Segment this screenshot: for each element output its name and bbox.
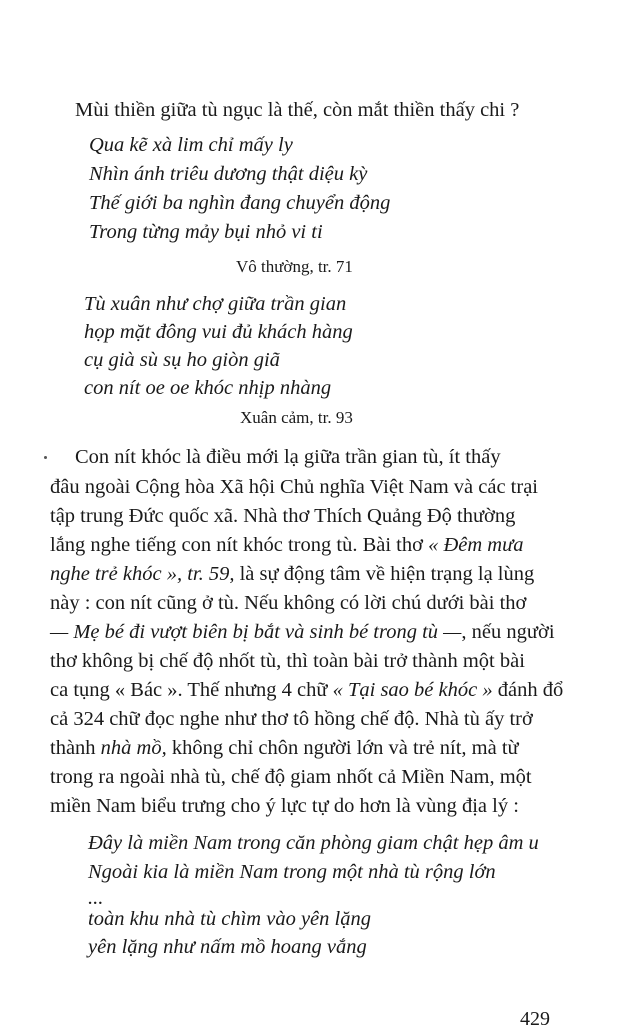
paragraph-line: thơ không bị chế độ nhốt tù, thì toàn bài trở thành một bài [50, 650, 525, 672]
verse-line: Nhìn ánh triêu dương thật diệu kỳ [89, 163, 368, 185]
paragraph-line [50, 622, 555, 643]
italic-note: — Mẹ bé đi vượt biên bị bắt và sinh bé trong tù — [50, 621, 462, 643]
text-run: lắng nghe tiếng con nít khóc trong tù. Bài thơ [50, 534, 429, 556]
page-number: 429 [520, 1008, 550, 1030]
paragraph-line: trong ra ngoài nhà tù, chế độ giam nhốt cả Miền Nam, một [50, 766, 532, 788]
paragraph-line [50, 564, 534, 585]
italic-word: nhà mồ, [100, 737, 167, 759]
verse-line: Trong từng mảy bụi nhỏ vi ti [89, 221, 323, 243]
poem-citation: Vô thường, tr. 71 [236, 257, 353, 276]
text-run: không chỉ chôn người lớn và trẻ nít, mà từ [166, 737, 519, 759]
verse-line: con nít oe oe khóc nhịp nhàng [84, 377, 332, 399]
verse-line: Qua kẽ xà lim chỉ mấy ly [89, 134, 293, 156]
text-run: thành [50, 737, 101, 759]
text-run: ca tụng « Bác ». Thế nhưng 4 chữ [50, 679, 333, 701]
verse-line: toàn khu nhà tù chìm vào yên lặng [88, 908, 371, 930]
text-run: là sự động tâm về hiện trạng lạ lùng [234, 563, 535, 585]
italic-title: « Đêm mưa [428, 534, 524, 556]
italic-title: nghe trẻ khóc », tr. 59, [50, 563, 235, 585]
verse-line: Tù xuân như chợ giữa trần gian [84, 293, 347, 315]
verse-line: Thế giới ba nghìn đang chuyển động [89, 192, 391, 214]
verse-line: yên lặng như nấm mồ hoang vắng [88, 936, 367, 958]
scan-mark [44, 456, 47, 459]
paragraph-line: cả 324 chữ đọc nghe như thơ tô hồng chế độ. Nhà tù ấy trở [50, 708, 533, 730]
paragraph-line: tập trung Đức quốc xã. Nhà thơ Thích Quảng Độ thường [50, 505, 516, 527]
poem-citation: Xuân cảm, tr. 93 [240, 408, 353, 427]
verse-line: Đây là miền Nam trong căn phòng giam chật hẹp âm u [88, 832, 539, 854]
paragraph-line [50, 535, 524, 556]
italic-quote: « Tại sao bé khóc » [332, 679, 493, 701]
paragraph-line [50, 738, 519, 759]
verse-line: họp mặt đông vui đủ khách hàng [84, 321, 353, 343]
paragraph-line [50, 680, 563, 701]
text-run: đánh đổ [492, 679, 564, 701]
verse-line: Ngoài kia là miền Nam trong một nhà tù rộng lớn [88, 861, 496, 883]
verse-line: cụ già sù sụ ho giòn giã [84, 349, 280, 371]
paragraph-line: này : con nít cũng ở tù. Nếu không có lời chú dưới bài thơ [50, 592, 527, 614]
paragraph-line: Con nít khóc là điều mới lạ giữa trần gian tù, ít thấy [75, 446, 501, 468]
paragraph-line: đâu ngoài Cộng hòa Xã hội Chủ nghĩa Việt Nam và các trại [50, 476, 538, 498]
text-run: , nếu người [461, 621, 555, 643]
paragraph-line: miền Nam biểu trưng cho ý lực tự do hơn là vùng địa lý : [50, 795, 519, 817]
header-line: Mùi thiền giữa tù ngục là thế, còn mắt thiền thấy chi ? [75, 99, 520, 121]
verse-ellipsis: ... [88, 887, 104, 909]
